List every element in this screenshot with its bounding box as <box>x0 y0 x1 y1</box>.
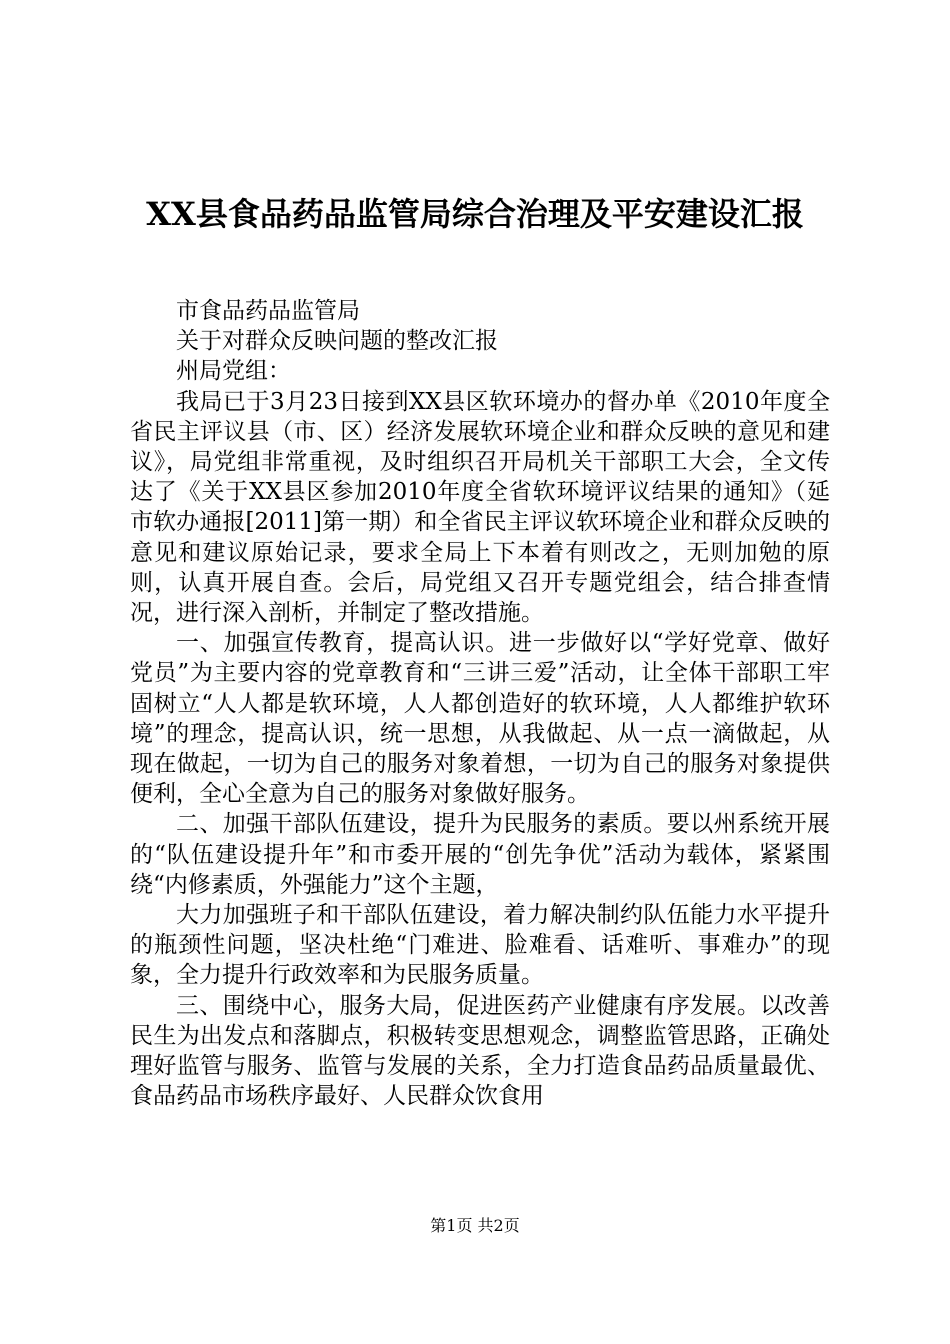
paragraph-intro: 我局已于3月23日接到XX县区软环境办的督办单《2010年度全省民主评议县（市、区）经济发展软环境企业和群众反映的意见和建议》，局党组非常重视，及时组织召开局机关干部职工大会，全文传达了《关于XX县区参加2010年度全省软环境评议结果的通知》（延市软办通报[2011]第一期）和全省民主评议软环境企业和群众反映的意见和建议原始记录，要求全局上下本着有则改之，无则加勉的原则，认真开展自查。会后，局党组又召开专题党组会，结合排查情况，进行深入剖析，并制定了整改措施。 <box>130 388 830 627</box>
paragraph-subject: 关于对群众反映问题的整改汇报 <box>176 328 498 355</box>
paragraph-section-3: 三、围绕中心，服务大局，促进医药产业健康有序发展。以改善民生为出发点和落脚点，积极转变思想观念，调整监管思路，正确处理好监管与服务、监管与发展的关系，全力打造食品药品质量最优、食品药品市场秩序最好、人民群众饮食用 <box>130 992 830 1110</box>
document-body <box>130 296 830 1111</box>
paragraph-section-1: 一、加强宣传教育，提高认识。进一步做好以“学好党章、做好党员”为主要内容的党章教育和“三讲三爱”活动，让全体干部职工牢固树立“人人都是软环境，人人都创造好的软环境，人人都维护软环境”的理念，提高认识，统一思想，从我做起、从一点一滴做起，从现在做起，一切为自己的服务对象着想，一切为自己的服务对象提供便利，全心全意为自己的服务对象做好服务。 <box>130 630 830 808</box>
paragraph-section-2-cont: 大力加强班子和干部队伍建设，着力解决制约队伍能力水平提升的瓶颈性问题，坚决杜绝“门难进、脸难看、话难听、事难办”的现象，全力提升行政效率和为民服务质量。 <box>130 902 830 989</box>
page-number-footer: 第1页 共2页 <box>430 1216 520 1235</box>
paragraph-salutation: 州局党组： <box>176 358 291 385</box>
paragraph-section-2: 二、加强干部队伍建设，提升为民服务的素质。要以州系统开展的“队伍建设提升年”和市委开展的“创先争优”活动为载体，紧紧围绕“内修素质，外强能力”这个主题， <box>130 811 830 898</box>
paragraph-issuer: 市食品药品监管局 <box>176 298 360 324</box>
document-title: XX县食品药品监管局综合治理及平安建设汇报 <box>146 195 804 233</box>
